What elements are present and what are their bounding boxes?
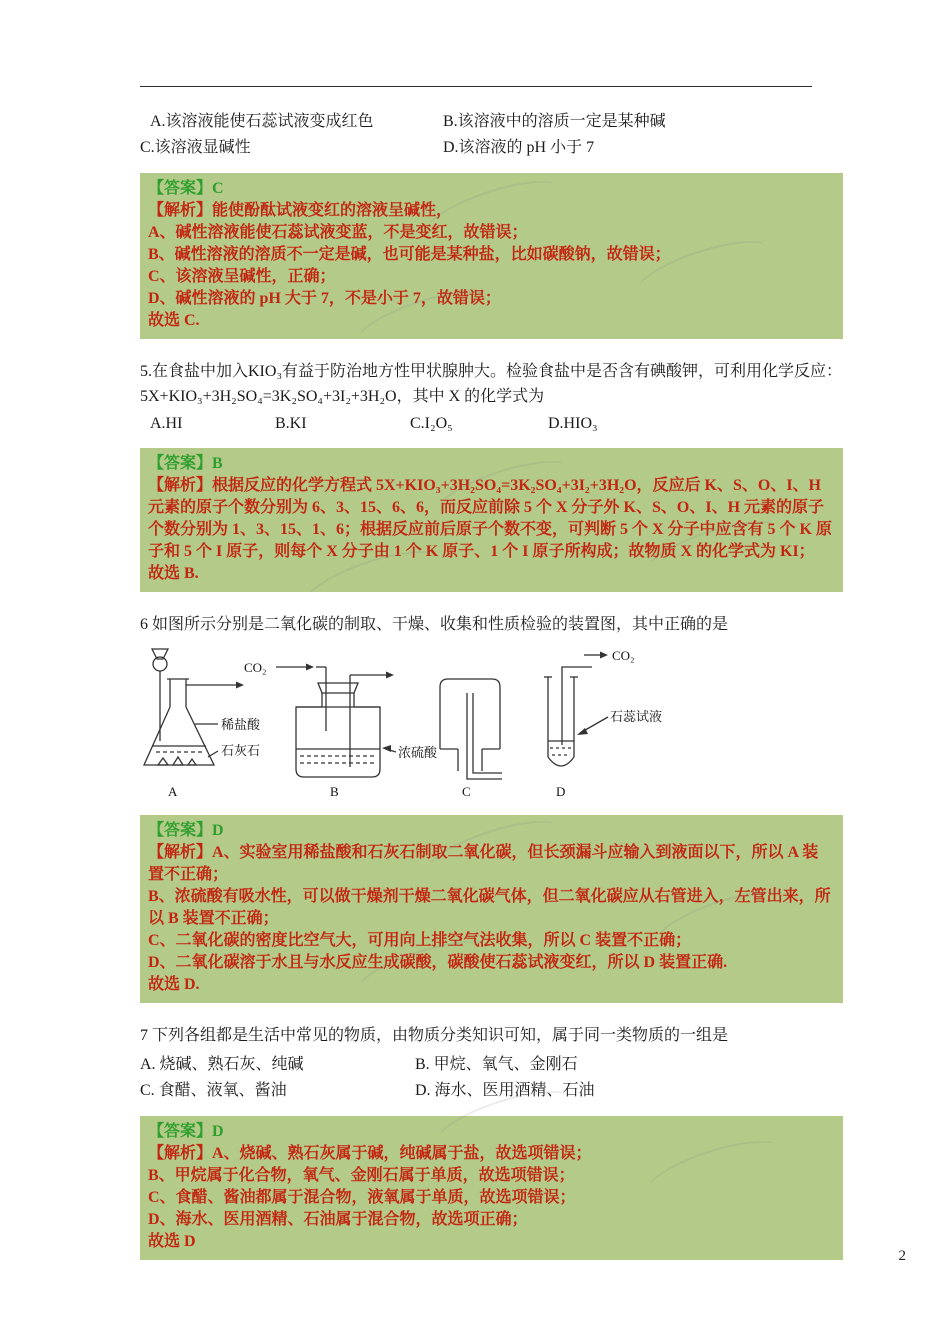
explanation xyxy=(148,475,833,585)
q4-option-d: D.该溶液的 pH 小于 7 xyxy=(443,139,595,156)
label-co2-test: CO₂ xyxy=(612,648,635,663)
q7-option-d: D. 海水、医用酒精、石油 xyxy=(415,1082,595,1099)
explanation-line: B、甲烷属于化合物，氧气、金刚石属于单质，故选项错误； xyxy=(148,1167,575,1184)
answer-box-q5 xyxy=(140,448,843,592)
q7-option-c: C. 食醋、液氧、酱油 xyxy=(140,1082,287,1099)
explanation-line: 故选 D. xyxy=(148,976,200,993)
apparatus-diagram xyxy=(140,645,843,803)
option-row xyxy=(140,1052,843,1078)
question-7-options xyxy=(140,1052,843,1104)
explanation xyxy=(148,200,833,332)
explanation-line: 故选 C. xyxy=(148,312,200,329)
q7-option-a: A. 烧碱、熟石灰、纯碱 xyxy=(140,1056,304,1073)
explanation-line: 故选 B. xyxy=(148,565,199,582)
q4-option-a: A.该溶液能使石蕊试液变成红色 xyxy=(150,113,374,130)
q7-option-b: B. 甲烷、氧气、金刚石 xyxy=(415,1056,578,1073)
explanation-line: 故选 D xyxy=(148,1233,196,1250)
explanation xyxy=(148,1143,833,1253)
explanation-line: D、二氧化碳溶于水且与水反应生成碳酸，碳酸使石蕊试液变红，所以 D 装置正确. xyxy=(148,954,728,971)
option-row xyxy=(140,135,843,161)
label-conc-acid: 浓硫酸 xyxy=(398,745,438,760)
explanation-line: C、该溶液呈碱性，正确； xyxy=(148,268,336,285)
apparatus-b-drying xyxy=(276,664,396,778)
explanation-line: 【解析】能使酚酞试液变红的溶液呈碱性， xyxy=(148,202,453,219)
question-6-text: 6 如图所示分别是二氧化碳的制取、干燥、收集和性质检验的装置图，其中正确的是 xyxy=(140,616,729,633)
q5-option-b: B.KI xyxy=(275,415,307,432)
explanation-line: D、碱性溶液的 pH 大于 7，不是小于 7，故错误； xyxy=(148,290,501,307)
label-dilute-acid: 稀盐酸 xyxy=(221,717,261,732)
apparatus-d-test xyxy=(544,652,608,767)
label-apparatus-c: C xyxy=(462,784,471,799)
answer-box-q4 xyxy=(140,173,843,339)
label-apparatus-a: A xyxy=(168,784,178,799)
answer-label: 【答案】C xyxy=(148,180,224,197)
question-5-options xyxy=(140,411,843,436)
q4-option-c: C.该溶液显碱性 xyxy=(140,139,251,156)
question-7-text: 7 下列各组都是生活中常见的物质，由物质分类知识可知，属于同一类物质的一组是 xyxy=(140,1027,729,1044)
answer-box-q7 xyxy=(140,1116,843,1260)
explanation xyxy=(148,842,833,996)
explanation-line: B、浓硫酸有吸水性，可以做干燥剂干燥二氧化碳气体，但二氧化碳应从右管进入，左管出来，所以 B 装置不正确； xyxy=(148,888,831,927)
explanation-line: 【解析】A、烧碱、熟石灰属于碱，纯碱属于盐，故选项错误； xyxy=(148,1145,592,1162)
header-rule xyxy=(140,86,812,87)
label-co2-in: CO₂ xyxy=(244,660,267,675)
explanation-line: 【解析】根据反应的化学方程式 5X+KIO₃+3H₂SO₄=3K₂SO₄+3I₂+3H₂O，反应后 K、S、O、I、H 元素的原子个数分别为 6、3、15、6、6，而反应前除 5 个 X 分子外 K、S、O、I、H 元素的原子个数分别为 1、3、15、1、6；根据反应前后原子个数不变，可判断 5 个 X 分子中应含有 5 个 K 原子和 5 个 I 原子，则每个 X 分子由 1 个 K 原子、1 个 I 原子所构成；故物质 X 的化学式为 KI； xyxy=(148,477,833,560)
label-litmus: 石蕊试液 xyxy=(610,709,663,724)
q4-option-b: B.该溶液中的溶质一定是某种碱 xyxy=(443,113,666,130)
answer-label: 【答案】D xyxy=(148,822,224,839)
q5-option-d: D.HIO₃ xyxy=(548,415,598,432)
explanation-line: 【解析】A、实验室用稀盐酸和石灰石制取二氧化碳，但长颈漏斗应输入到液面以下，所以 A 装置不正确； xyxy=(148,844,819,883)
apparatus-c-collection xyxy=(440,679,502,779)
label-apparatus-d: D xyxy=(556,784,566,799)
option-row xyxy=(140,109,843,135)
answer-box-q6 xyxy=(140,815,843,1003)
question-4-options xyxy=(140,109,843,161)
explanation-line: A、碱性溶液能使石蕊试液变蓝，不是变红，故错误； xyxy=(148,224,528,241)
explanation-line: C、二氧化碳的密度比空气大，可用向上排空气法收集，所以 C 装置不正确； xyxy=(148,932,692,949)
page-number: 2 xyxy=(898,1248,906,1264)
explanation-line: D、海水、医用酒精、石油属于混合物，故选项正确； xyxy=(148,1211,528,1228)
question-5-text: 5.在食盐中加入KIO₃有益于防治地方性甲状腺肿大。检验食盐中是否含有碘酸钾，可利用化学反应：5X+KIO₃+3H₂SO₄=3K₂SO₄+3I₂+3H₂O，其中 X 的化学式为 xyxy=(140,363,843,405)
answer-label: 【答案】D xyxy=(148,1123,224,1140)
option-row xyxy=(140,1078,843,1104)
explanation-line: B、碱性溶液的溶质不一定是碱，也可能是某种盐，比如碳酸钠，故错误； xyxy=(148,246,671,263)
label-limestone: 石灰石 xyxy=(221,743,261,758)
label-apparatus-b: B xyxy=(330,784,339,799)
answer-label: 【答案】B xyxy=(148,455,223,472)
q5-option-c: C.I₂O₅ xyxy=(410,415,453,432)
explanation-line: C、食醋、酱油都属于混合物，液氧属于单质，故选项错误； xyxy=(148,1189,576,1206)
q5-option-a: A.HI xyxy=(150,415,183,432)
